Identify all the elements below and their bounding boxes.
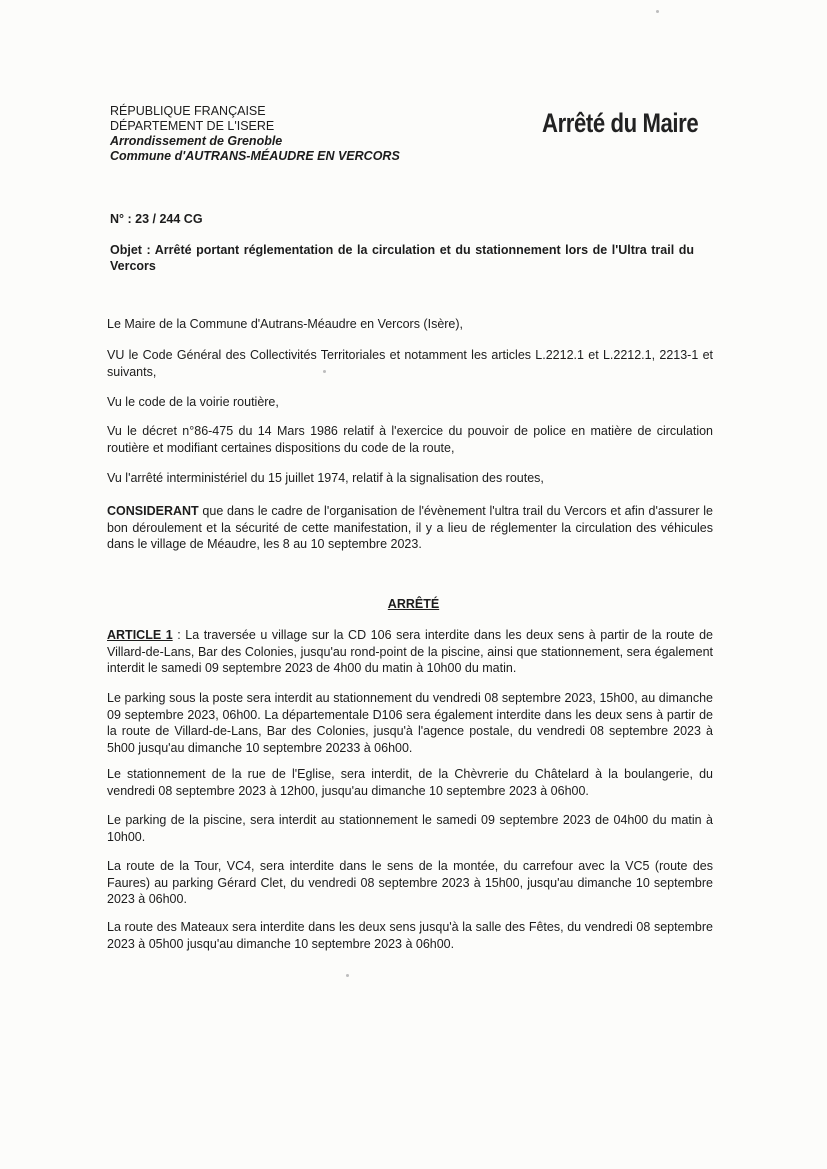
vu-decret: Vu le décret n°86-475 du 14 Mars 1986 relatif à l'exercice du pouvoir de police en matière de circulation routière et modifiant certaines dispositions du code de la route, <box>107 424 713 455</box>
considerant-paragraph <box>107 503 713 553</box>
scan-speck <box>656 10 659 13</box>
letterhead <box>110 104 400 164</box>
vu-arrete: Vu l'arrêté interministériel du 15 juillet 1974, relatif à la signalisation des routes, <box>107 471 544 485</box>
article-1-paragraph: Le parking de la piscine, sera interdit au stationnement le samedi 09 septembre 2023 de 04h00 du matin à 10h00. <box>107 813 713 844</box>
republique-line: RÉPUBLIQUE FRANÇAISE <box>110 104 266 118</box>
document-title: Arrêté du Maire <box>542 108 699 138</box>
maire-line: Le Maire de la Commune d'Autrans-Méaudre en Vercors (Isère), <box>107 317 464 331</box>
article-1-label: ARTICLE 1 <box>107 628 173 642</box>
vu-cgct: VU le Code Général des Collectivités Territoriales et notamment les articles L.2212.1 et L.2212.1, 2213-1 et suivants, <box>107 348 713 379</box>
vu-voirie: Vu le code de la voirie routière, <box>107 395 279 409</box>
arrete-heading: ARRÊTÉ <box>387 597 440 611</box>
article-1-paragraph: La route de la Tour, VC4, sera interdite dans le sens de la montée, du carrefour avec la VC5 (route des Faures) au parking Gérard Clet, du vendredi 08 septembre 2023 à 15h00, jusqu'au dimanche 10 septembre 2023 à 06h00. <box>107 859 713 906</box>
reference-number: N° : 23 / 244 CG <box>110 212 203 226</box>
commune-line: Commune d'AUTRANS-MÉAUDRE EN VERCORS <box>110 149 400 163</box>
article-1-paragraph: Le stationnement de la rue de l'Eglise, sera interdit, de la Chèvrerie du Châtelard à la boulangerie, du vendredi 08 septembre 2023 à 12h00, jusqu'au dimanche 10 septembre 2023 à 06h00. <box>107 767 713 798</box>
considerant-label: CONSIDERANT <box>107 504 199 518</box>
article-1-paragraph: Le parking sous la poste sera interdit au stationnement du vendredi 08 septembre 2023, 15h00, au dimanche 09 septembre 2023, 06h00. La départementale D106 sera également interdite dans les deux sens à partir de la route de Villard-de-Lans, Bar des Colonies, jusqu'à l'agence postale, du vendredi 08 septembre 2023 à 5h00 jusqu'au dimanche 10 septembre 20233 à 06h00. <box>107 691 713 755</box>
article-1-intro <box>107 627 713 677</box>
considerant-text: que dans le cadre de l'organisation de l'évènement l'ultra trail du Vercors et afin d'assurer le bon déroulement et la sécurité de cette manifestation, il y a lieu de réglementer la circulation des véhicules dans le village de Méaudre, les 8 au 10 septembre 2023. <box>107 504 713 551</box>
article-1-text: : La traversée u village sur la CD 106 sera interdite dans les deux sens à partir de la route de Villard-de-Lans, Bar des Colonies, jusqu'au rond-point de la piscine, ainsi que stationnement, sera également interdit le samedi 09 septembre 2023 de 4h00 du matin à 10h00 du matin. <box>107 628 713 675</box>
article-1-paragraph: La route des Mateaux sera interdite dans les deux sens jusqu'à la salle des Fêtes, du vendredi 08 septembre 2023 à 05h00 jusqu'au dimanche 10 septembre 2023 à 06h00. <box>107 920 713 951</box>
arrondissement-line: Arrondissement de Grenoble <box>110 134 283 148</box>
departement-line: DÉPARTEMENT DE L'ISERE <box>110 119 275 133</box>
scan-speck <box>346 974 349 977</box>
objet-line: Objet : Arrêté portant réglementation de la circulation et du stationnement lors de l'Ultra trail du Vercors <box>110 243 694 273</box>
scan-speck <box>323 370 326 373</box>
